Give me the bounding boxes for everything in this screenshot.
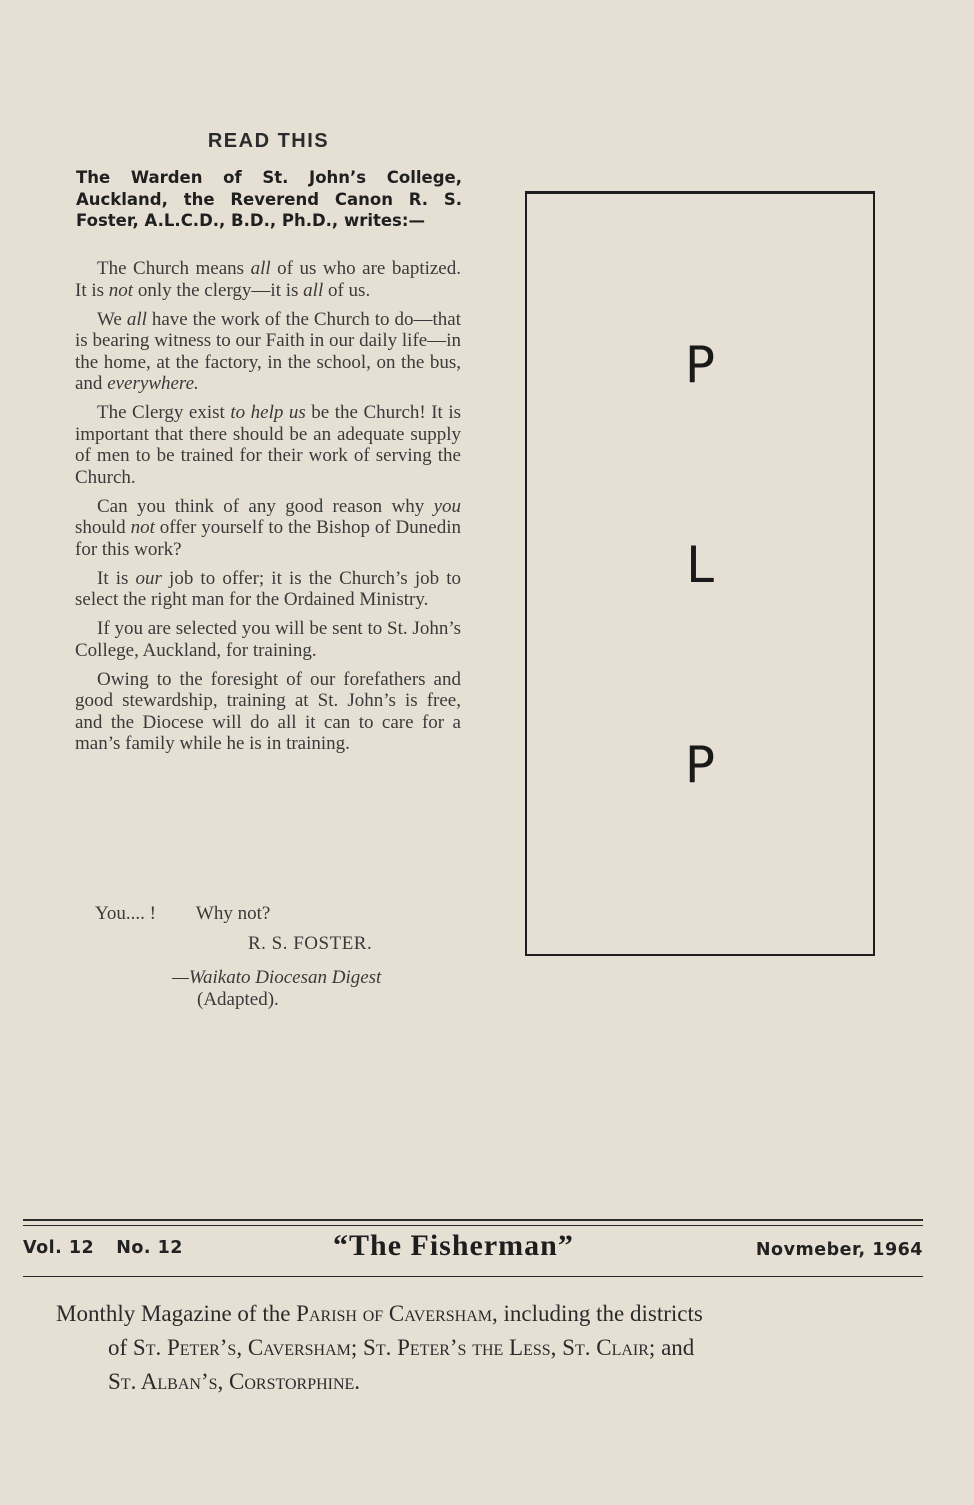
desc-line1-c: including the districts — [497, 1301, 703, 1326]
paragraph-emphasis: not — [108, 279, 134, 301]
article-paragraph — [75, 496, 461, 561]
paragraph-text: have the work of the Church to do—that is bearing witness to our Faith in our daily life—in the home, at the factory, in the school, on the bus, and — [75, 308, 461, 394]
desc-parish: Parish of Caversham, — [296, 1301, 498, 1326]
paragraph-emphasis: to help us — [230, 402, 306, 423]
paragraph-text: only the clergy—it is — [133, 279, 304, 301]
paragraph-emphasis: you — [433, 495, 461, 517]
paragraph-text: be the Church! It is important that there should be an adequate supply of men to be trained for their work of serving the Church. — [75, 402, 462, 488]
paragraph-text: of us. — [323, 279, 371, 301]
article-body — [75, 258, 461, 762]
desc-line1-a: Monthly Magazine of the — [56, 1301, 297, 1326]
author-signature: R. S. FOSTER. — [248, 933, 373, 954]
footer-rule-bottom — [23, 1276, 923, 1277]
paragraph-text: Owing to the foresight of our forefathers and good stewardship, training at St. John’s is free, and the Diocese will do all it can to care for a man’s family while he is in training. — [75, 668, 461, 754]
box-letter-p-top: P — [684, 336, 716, 394]
paragraph-text: It is — [97, 567, 136, 589]
article-byline: The Warden of St. John’s College, Auckland, the Reverend Canon R. S. Foster, A.L.C.D., B.D., Ph.D., writes:— — [76, 168, 462, 231]
footer-rule-top-thick — [23, 1219, 923, 1221]
article-paragraph — [75, 258, 461, 301]
source-adapted: (Adapted). — [197, 988, 279, 1010]
box-letter-l: L — [686, 536, 714, 594]
desc-line2 — [56, 1331, 896, 1365]
desc-st-peters: St. Peter’s, Caversham; — [132, 1335, 358, 1360]
paragraph-text: job to offer; it is the Church’s job to select the right man for the Ordained Ministry. — [75, 567, 461, 610]
magazine-description — [56, 1297, 896, 1399]
paragraph-emphasis: not — [130, 517, 155, 538]
magazine-title: “The Fisherman” — [333, 1229, 574, 1262]
masthead-line — [23, 1229, 923, 1267]
footer-rule-top-thin — [23, 1225, 923, 1226]
closing-line — [95, 903, 270, 925]
issue-date: Novmeber, 1964 — [755, 1240, 923, 1260]
paragraph-text: Can you think of any good reason why — [97, 495, 434, 517]
desc-line2-a: of — [108, 1335, 133, 1360]
desc-line3: St. Alban’s, Corstorphine. — [108, 1369, 361, 1394]
paragraph-text: We — [97, 308, 127, 330]
plp-box — [525, 191, 875, 956]
paragraph-text: should — [75, 517, 131, 538]
desc-line2-e: and — [655, 1335, 695, 1360]
article-heading: READ THIS — [207, 130, 330, 152]
paragraph-text: offer yourself to the Bishop of Dunedin for this work? — [75, 517, 461, 560]
paragraph-emphasis: all — [250, 258, 271, 279]
box-letter-p-bottom: P — [684, 736, 716, 794]
paragraph-text: The Clergy exist — [97, 402, 231, 423]
volume-number — [23, 1238, 183, 1258]
paragraph-text: of us who are baptized. It is — [75, 258, 461, 301]
article-source — [172, 967, 381, 1010]
issue-number: No. 12 — [116, 1238, 183, 1258]
closing-why: Why not? — [195, 903, 271, 924]
article-paragraph — [75, 669, 461, 755]
article-paragraph — [75, 568, 461, 611]
article-paragraph — [75, 402, 461, 488]
paragraph-emphasis: our — [135, 567, 162, 589]
article-paragraph — [75, 309, 461, 395]
paragraph-emphasis: all — [303, 279, 324, 301]
paragraph-text: The Church means — [97, 258, 251, 279]
paragraph-emphasis: all — [126, 308, 147, 330]
article-paragraph — [75, 618, 461, 661]
closing-you: You.... ! — [95, 903, 156, 924]
paragraph-text: If you are selected you will be sent to St. John’s College, Auckland, for training. — [75, 618, 461, 661]
vol-label: Vol. 12 — [23, 1238, 95, 1258]
source-publication: —Waikato Diocesan Digest — [172, 967, 382, 988]
paragraph-emphasis: everywhere. — [107, 373, 199, 394]
desc-st-peters-less: St. Peter’s the Less, St. Clair; — [363, 1335, 656, 1360]
